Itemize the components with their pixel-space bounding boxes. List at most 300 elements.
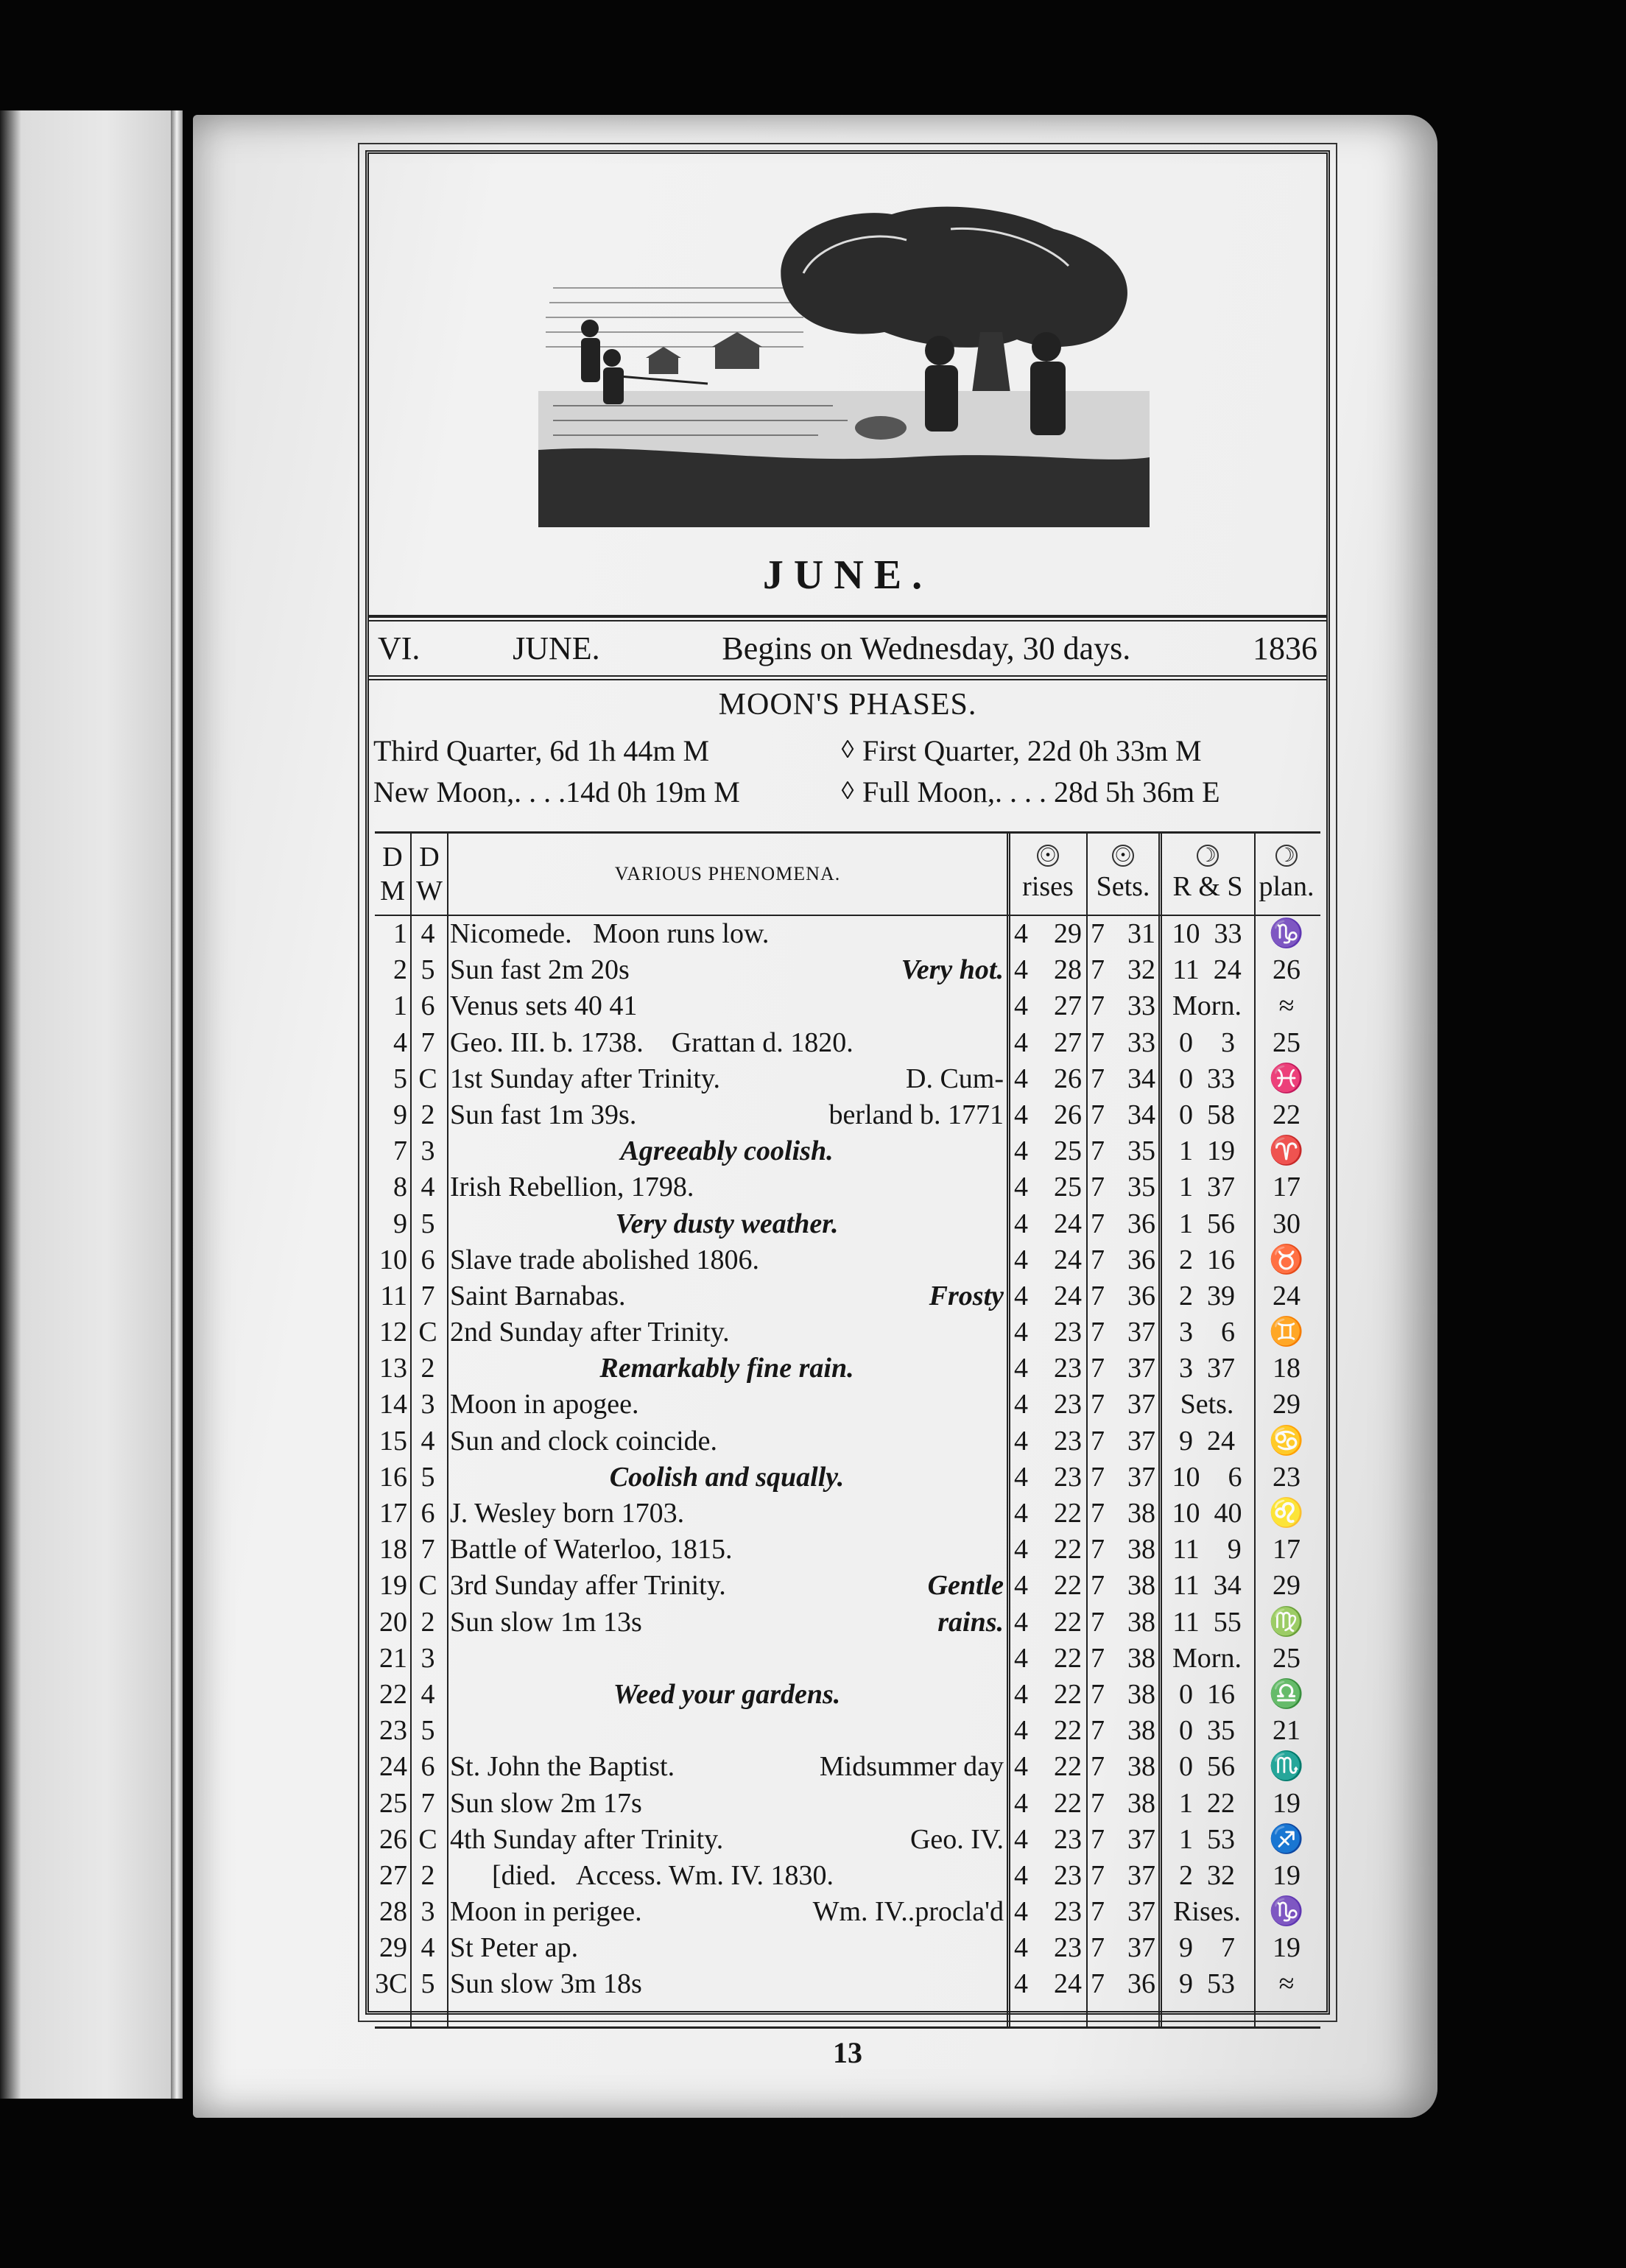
table-row [375,1677,1320,1713]
sun-rises-minute: 27 [1054,990,1082,1022]
weather-note: Very dusty weather. [615,1208,839,1239]
day-of-month: 7 [393,1135,407,1167]
phenomena-text: 2nd Sunday after Trinity. [450,1317,730,1348]
sun-sets-cell [1088,1133,1158,1169]
phenomena-cell [450,1532,1004,1568]
phenomena-text: Sun slow 3m 18s [450,1968,642,2000]
sun-sets-cell [1088,952,1158,988]
sun-rises-hour: 4 [1014,918,1028,949]
sun-rises-cell [1011,1568,1085,1604]
moon-rise-set: 0 16 [1179,1678,1235,1710]
sun-rises-minute: 25 [1054,1172,1082,1203]
day-of-week: 2 [420,1606,435,1638]
header-day-of-month [375,834,410,915]
sun-sets-cell [1088,1858,1158,1894]
moon-rise-set: 10 40 [1172,1498,1242,1529]
day-of-month: 15 [379,1425,407,1457]
phenomena-note: Midsummer day [819,1751,1004,1783]
day-of-week: 4 [420,1678,435,1710]
sun-sets-cell [1088,1894,1158,1930]
sun-rises-hour: 4 [1014,1461,1028,1493]
moon-rise-set: 2 32 [1179,1859,1235,1891]
moon-rise-set: 3 6 [1179,1317,1235,1348]
phenomena-cell [450,1858,1004,1894]
day-of-week: 5 [420,1208,435,1239]
sun-sets-minute: 38 [1127,1787,1155,1819]
day-of-week: 3 [420,1389,435,1420]
day-of-week: 3 [420,1896,435,1928]
sun-sets-hour: 7 [1091,1859,1105,1891]
moon-rise-set: 1 53 [1179,1823,1235,1855]
phenomena-text: Sun slow 2m 17s [450,1787,642,1819]
moon-rise-set: 0 56 [1179,1751,1235,1783]
moon-rise-set: 2 16 [1179,1244,1235,1275]
moon-rise-set: 1 19 [1179,1135,1235,1167]
sun-rises-cell [1011,1605,1085,1641]
headline-rule [369,675,1326,680]
phenomena-note: Very hot. [901,954,1004,986]
header-moon-place [1256,834,1317,915]
sun-rises-hour: 4 [1014,1244,1028,1275]
phenomena-cell [450,1786,1004,1822]
phenomena-cell [450,916,1004,952]
sun-sets-minute: 37 [1127,1896,1155,1928]
phenomena-note: Frosty [929,1280,1004,1311]
day-of-week: 3 [420,1642,435,1674]
header-day-of-week [412,834,447,915]
phenomena-text: [died. Access. Wm. IV. 1830. [450,1859,834,1891]
day-of-month: 2 [393,954,407,986]
sun-sets-hour: 7 [1091,1425,1105,1457]
sun-sets-minute: 38 [1127,1715,1155,1747]
day-of-month: 8 [393,1172,407,1203]
sun-sets-minute: 38 [1127,1534,1155,1566]
month-begins: Begins on Wednesday, 30 days. [722,630,1131,666]
sun-symbol-icon: ☉ [1112,845,1134,867]
month-name: JUNE. [513,630,600,666]
sun-rises-cell [1011,1822,1085,1858]
sun-sets-minute: 37 [1127,1317,1155,1348]
table-row [375,1206,1320,1242]
phenomena-cell [450,1242,1004,1278]
sun-sets-cell [1088,1387,1158,1423]
day-of-month: 21 [379,1642,407,1674]
phenomena-text: Sun and clock coincide. [450,1425,718,1457]
moon-place: ♎ [1269,1678,1304,1710]
woodcut-illustration [538,200,1150,527]
moon-place: 24 [1273,1280,1301,1311]
sun-sets-minute: 35 [1127,1135,1155,1167]
phenomena-note: rains. [937,1606,1004,1638]
sun-sets-cell [1088,1169,1158,1205]
moon-place: ♏ [1269,1751,1304,1783]
phenomena-text: 4th Sunday after Trinity. [450,1823,724,1855]
moon-phase-right: First Quarter, 22d 0h 33m M [862,733,1202,767]
moon-rise-set: 10 33 [1172,918,1242,949]
moon-place: 19 [1273,1859,1301,1891]
sun-rises-minute: 23 [1054,1425,1082,1457]
sun-sets-minute: 33 [1127,990,1155,1022]
moon-place: 19 [1273,1787,1301,1819]
sun-rises-minute: 28 [1054,954,1082,986]
year: 1836 [1252,630,1317,666]
moon-place: 29 [1273,1389,1301,1420]
sun-sets-hour: 7 [1091,1534,1105,1566]
sun-rises-hour: 4 [1014,1570,1028,1602]
phenomena-text: St. John the Baptist. [450,1751,675,1783]
day-of-week: 4 [420,1932,435,1964]
sun-sets-hour: 7 [1091,1063,1105,1094]
day-of-month: 13 [379,1353,407,1384]
day-of-month: 22 [379,1678,407,1710]
moon-phase-left: Third Quarter, 6d 1h 44m M [373,733,710,767]
sun-rises-cell [1011,988,1085,1024]
sun-sets-cell [1088,1206,1158,1242]
sun-sets-minute: 31 [1127,918,1155,949]
phenomena-note: berland b. 1771 [828,1099,1004,1130]
moon-symbol-icon: ☽ [1197,845,1219,867]
sun-sets-minute: 32 [1127,954,1155,986]
month-numeral: VI. [378,630,420,666]
phenomena-text: J. Wesley born 1703. [450,1498,685,1529]
almanac-table [375,831,1320,2029]
moon-place: ♈ [1269,1135,1304,1167]
moon-rise-set: 11 9 [1172,1534,1242,1566]
sun-rises-cell [1011,1025,1085,1061]
sun-rises-hour: 4 [1014,954,1028,986]
table-row [375,1822,1320,1858]
header-sun-rises [1010,834,1086,915]
sun-rises-minute: 29 [1054,918,1082,949]
day-of-month: 24 [379,1751,407,1783]
day-of-week: 6 [420,990,435,1022]
day-of-month: 25 [379,1787,407,1819]
sun-rises-hour: 4 [1014,1353,1028,1384]
phenomena-text: Venus sets 40 41 [450,990,638,1022]
sun-sets-cell [1088,1097,1158,1133]
sun-sets-minute: 38 [1127,1751,1155,1783]
sun-sets-minute: 38 [1127,1606,1155,1638]
day-of-week: C [418,1823,437,1855]
month-headline [378,630,1317,667]
weather-note: Weed your gardens. [613,1678,841,1710]
sun-rises-hour: 4 [1014,1968,1028,2000]
day-of-week: C [418,1317,437,1348]
table-row [375,1713,1320,1749]
phenomena-text: Moon in apogee. [450,1389,639,1420]
table-row [375,1350,1320,1387]
moon-rise-set: 10 6 [1172,1461,1242,1493]
sun-sets-cell [1088,1786,1158,1822]
sun-sets-cell [1088,1605,1158,1641]
sun-rises-hour: 4 [1014,1642,1028,1674]
moon-place: ♐ [1269,1823,1304,1855]
phenomena-cell [450,1350,1004,1387]
sun-rises-minute: 22 [1054,1498,1082,1529]
day-of-week: 5 [420,1715,435,1747]
sun-rises-cell [1011,1314,1085,1350]
sun-sets-minute: 36 [1127,1280,1155,1311]
day-of-month: 10 [379,1244,407,1275]
table-row [375,952,1320,988]
table-row [375,1532,1320,1568]
sun-rises-minute: 22 [1054,1606,1082,1638]
sun-rises-cell [1011,1169,1085,1205]
sun-rises-cell [1011,1894,1085,1930]
sun-sets-hour: 7 [1091,1606,1105,1638]
sun-rises-cell [1011,1641,1085,1677]
sun-rises-minute: 23 [1054,1317,1082,1348]
sun-rises-cell [1011,952,1085,988]
page-number: 13 [833,2036,862,2069]
sun-rises-cell [1011,1278,1085,1314]
sun-rises-cell [1011,1496,1085,1532]
sun-rises-hour: 4 [1014,1208,1028,1239]
sun-sets-cell [1088,1423,1158,1459]
sun-rises-minute: 24 [1054,1208,1082,1239]
day-of-month: 17 [379,1498,407,1529]
sun-rises-hour: 4 [1014,1823,1028,1855]
moon-place: ♑ [1269,918,1304,949]
sun-rises-cell [1011,1786,1085,1822]
sun-rises-cell [1011,1242,1085,1278]
day-of-week: 7 [420,1534,435,1566]
header-sun-sets [1088,834,1158,915]
sun-sets-minute: 38 [1127,1642,1155,1674]
moon-place: 21 [1273,1715,1301,1747]
phenomena-cell [450,1822,1004,1858]
sun-sets-cell [1088,1496,1158,1532]
day-of-week: 4 [420,918,435,949]
sun-sets-cell [1088,1822,1158,1858]
moon-place: 30 [1273,1208,1301,1239]
moon-rise-set: 0 58 [1179,1099,1235,1130]
sun-sets-minute: 36 [1127,1968,1155,2000]
sun-rises-minute: 22 [1054,1751,1082,1783]
day-of-week: 2 [420,1099,435,1130]
moon-phase-row [373,771,1322,812]
sun-rises-hour: 4 [1014,990,1028,1022]
sun-sets-hour: 7 [1091,1461,1105,1493]
sun-rises-cell [1011,1387,1085,1423]
table-row [375,1894,1320,1930]
sun-rises-hour: 4 [1014,1099,1028,1130]
table-row [375,1025,1320,1061]
day-of-month: 28 [379,1896,407,1928]
month-title: JUNE. [762,552,933,598]
phenomena-text: St Peter ap. [450,1932,579,1964]
moon-rise-set: 11 34 [1172,1570,1242,1602]
sun-rises-hour: 4 [1014,1317,1028,1348]
day-of-week: 3 [420,1135,435,1167]
sun-sets-cell [1088,1677,1158,1713]
day-of-month: 4 [393,1026,407,1058]
moon-place: ≈ [1278,1968,1295,2000]
sun-rises-cell [1011,1858,1085,1894]
sun-sets-cell [1088,1061,1158,1097]
phenomena-cell [450,1314,1004,1350]
moon-rise-set: 1 56 [1179,1208,1235,1239]
moon-place: 17 [1273,1534,1301,1566]
moon-place: ♊ [1269,1317,1304,1348]
sun-rises-hour: 4 [1014,1896,1028,1928]
sun-sets-minute: 37 [1127,1425,1155,1457]
sun-sets-hour: 7 [1091,1026,1105,1058]
day-of-month: 14 [379,1389,407,1420]
sun-sets-cell [1088,1568,1158,1604]
day-of-week: 5 [420,954,435,986]
moon-rise-set: 9 53 [1179,1968,1235,2000]
moon-rise-set: 0 35 [1179,1715,1235,1747]
moon-rise-set: Morn. [1172,990,1242,1022]
sun-sets-hour: 7 [1091,1280,1105,1311]
phenomena-text: Sun fast 2m 20s [450,954,630,986]
phenomena-cell [450,1930,1004,1966]
moon-rise-set: 2 39 [1179,1280,1235,1311]
sun-sets-cell [1088,1314,1158,1350]
moon-symbol-icon: ☽ [1275,845,1298,867]
moon-place: 22 [1273,1099,1301,1130]
sun-symbol-icon: ☉ [1037,845,1059,867]
table-row [375,1278,1320,1314]
table-row [375,1749,1320,1785]
table-row [375,1242,1320,1278]
day-of-month: 27 [379,1859,407,1891]
phenomena-text: Moon in perigee. [450,1896,642,1928]
day-of-month: 1 [393,918,407,949]
day-of-week: 5 [420,1461,435,1493]
header-dw-bottom: W [416,876,443,906]
moon-place: ♋ [1269,1425,1304,1457]
sun-sets-cell [1088,1350,1158,1387]
table-row [375,1061,1320,1097]
phenomena-cell [450,1496,1004,1532]
sun-rises-cell [1011,1423,1085,1459]
day-of-week: 6 [420,1498,435,1529]
phenomena-cell [450,988,1004,1024]
woodcut-landscape-image [538,200,1150,527]
sun-sets-cell [1088,1459,1158,1496]
phenomena-cell [450,1387,1004,1423]
day-of-month: 12 [379,1317,407,1348]
moon-phases-title: MOON'S PHASES. [718,688,977,722]
day-of-month: 19 [379,1570,407,1602]
sun-rises-cell [1011,1459,1085,1496]
sun-sets-hour: 7 [1091,1932,1105,1964]
sun-sets-cell [1088,1532,1158,1568]
moon-place: 18 [1273,1353,1301,1384]
day-of-month: 1 [393,990,407,1022]
table-row [375,1387,1320,1423]
sun-sets-minute: 38 [1127,1678,1155,1710]
day-of-week: 2 [420,1859,435,1891]
sun-sets-minute: 37 [1127,1859,1155,1891]
sun-sets-cell [1088,1242,1158,1278]
sun-rises-cell [1011,1133,1085,1169]
sun-rises-hour: 4 [1014,1715,1028,1747]
day-of-week: C [418,1570,437,1602]
sun-sets-minute: 37 [1127,1353,1155,1384]
sun-sets-cell [1088,1930,1158,1966]
table-body [375,916,1320,2003]
sun-rises-minute: 26 [1054,1099,1082,1130]
moon-rise-set: 11 24 [1172,954,1242,986]
sun-sets-cell [1088,1278,1158,1314]
sun-rises-hour: 4 [1014,1389,1028,1420]
phenomena-cell [450,1061,1004,1097]
phenomena-cell [450,1278,1004,1314]
phenomena-text: Battle of Waterloo, 1815. [450,1534,733,1566]
table-row [375,1133,1320,1169]
sun-sets-hour: 7 [1091,918,1105,949]
moon-place: 26 [1273,954,1301,986]
sun-sets-minute: 37 [1127,1389,1155,1420]
moon-place: ♌ [1269,1498,1304,1529]
day-of-month: 9 [393,1208,407,1239]
sun-sets-hour: 7 [1091,1317,1105,1348]
sun-rises-hour: 4 [1014,1751,1028,1783]
diamond-ornament-icon: ◊ [841,736,854,764]
sun-sets-minute: 34 [1127,1099,1155,1130]
phenomena-cell [450,1605,1004,1641]
moon-place: 17 [1273,1172,1301,1203]
table-row [375,1786,1320,1822]
table-row [375,1169,1320,1205]
table-row [375,1314,1320,1350]
table-row [375,1930,1320,1966]
phenomena-text: Nicomede. Moon runs low. [450,918,770,949]
moon-rise-set: 1 22 [1179,1787,1235,1819]
moon-rise-set: Morn. [1172,1642,1242,1674]
sun-rises-minute: 23 [1054,1932,1082,1964]
phenomena-cell [450,952,1004,988]
header-phenomena: VARIOUS PHENOMENA. [614,863,841,884]
day-of-week: 7 [420,1280,435,1311]
day-of-month: 5 [393,1063,407,1094]
phenomena-text: Saint Barnabas. [450,1280,626,1311]
sun-rises-hour: 4 [1014,1063,1028,1094]
sun-sets-hour: 7 [1091,1896,1105,1928]
table-row [375,1605,1320,1641]
phenomena-cell [450,1677,1004,1713]
sun-sets-hour: 7 [1091,1968,1105,2000]
day-of-month: 11 [380,1280,407,1311]
sun-rises-hour: 4 [1014,1026,1028,1058]
sun-rises-hour: 4 [1014,1932,1028,1964]
sun-sets-hour: 7 [1091,1172,1105,1203]
day-of-week: 4 [420,1172,435,1203]
sun-sets-hour: 7 [1091,1353,1105,1384]
day-of-month: 9 [393,1099,407,1130]
table-row [375,988,1320,1024]
sun-rises-hour: 4 [1014,1425,1028,1457]
sun-sets-minute: 38 [1127,1570,1155,1602]
sun-rises-hour: 4 [1014,1678,1028,1710]
sun-sets-cell [1088,1966,1158,2002]
sun-rises-minute: 23 [1054,1859,1082,1891]
phenomena-note: Gentle [927,1570,1004,1602]
sun-rises-minute: 24 [1054,1968,1082,2000]
phenomena-cell [450,1206,1004,1242]
phenomena-cell [450,1133,1004,1169]
phenomena-cell [450,1568,1004,1604]
sun-sets-hour: 7 [1091,954,1105,986]
moon-rise-set: Sets. [1180,1389,1234,1420]
moon-phase-right: Full Moon,. . . . 28d 5h 36m E [862,775,1220,809]
phenomena-text: Sun fast 1m 39s. [450,1099,637,1130]
day-of-week: 6 [420,1751,435,1783]
sun-sets-cell [1088,1025,1158,1061]
